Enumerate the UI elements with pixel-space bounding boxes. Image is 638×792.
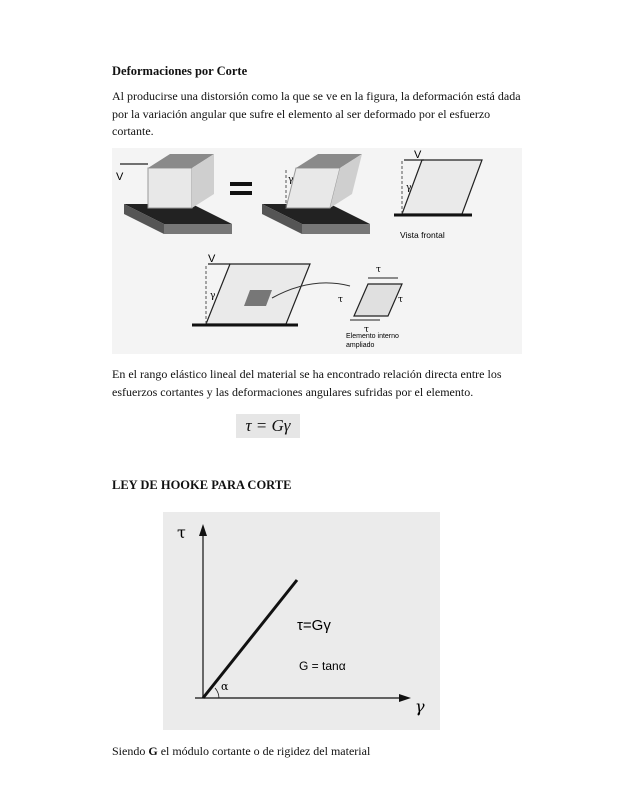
tau-label-right: τ: [398, 295, 403, 305]
element-label-line2: ampliado: [346, 342, 375, 349]
tau-label-top: τ: [376, 265, 381, 275]
hooke-shear-chart: [163, 512, 440, 730]
force-label-v-front: V: [414, 149, 422, 161]
gamma-label-bottom: γ: [210, 291, 216, 301]
force-label-v-bottom: V: [208, 253, 216, 265]
tau-label-bottom: τ: [364, 325, 369, 335]
elastic-range-paragraph: En el rango elástico lineal del material se ha encontrado relación directa entre los esfuerzos cortantes y las deformaciones angulares sufridas por el elemento.: [112, 367, 502, 399]
tau-label-left: τ: [338, 295, 343, 305]
section-heading-deformaciones: Deformaciones por Corte: [112, 64, 248, 78]
caption-g-bold: G: [148, 744, 158, 758]
alpha-label: α: [221, 680, 229, 693]
caption-after: el módulo cortante o de rigidez del material: [157, 744, 371, 758]
section-heading-hooke: LEY DE HOOKE PARA CORTE: [112, 478, 292, 492]
equation-annotation: τ=Gγ: [297, 617, 331, 634]
x-axis-label: γ: [415, 697, 425, 716]
element-label-line1: Elemento interno: [346, 333, 399, 340]
y-axis-label: τ: [177, 523, 186, 542]
caption-before: Siendo: [112, 744, 149, 758]
force-label-v-left: V: [116, 171, 124, 183]
gamma-label-front: γ: [406, 183, 412, 193]
tan-alpha-annotation: G = tanα: [299, 659, 346, 673]
shear-deformation-figure: [112, 148, 522, 354]
gamma-label-block: γ: [288, 175, 294, 185]
shear-formula: τ = Gγ: [236, 414, 300, 438]
caption-modulus: [112, 744, 370, 759]
intro-paragraph: Al producirse una distorsión como la que se ve en la figura, la deformación está dada por la variación angular que sufre el elemento al ser deformado por el esfuerzo cortante.: [112, 89, 521, 138]
front-view-label: Vista frontal: [400, 230, 445, 240]
